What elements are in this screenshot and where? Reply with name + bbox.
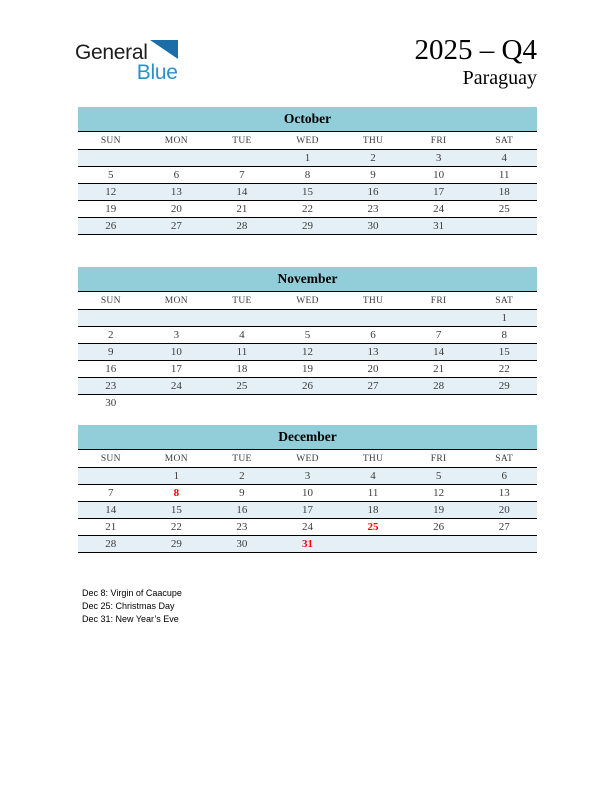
- weekday-header-cells: [78, 292, 537, 310]
- day-cell: 28: [105, 538, 117, 550]
- week-row: [78, 395, 537, 412]
- week-row: [78, 201, 537, 218]
- weekday-header-row: [78, 292, 537, 310]
- day-cell: 20: [498, 504, 510, 516]
- week-row: [78, 310, 537, 327]
- day-cell: 29: [170, 538, 182, 550]
- day-cell: 21: [105, 521, 117, 533]
- week-row: [78, 327, 537, 344]
- day-cell: 19: [433, 504, 445, 516]
- weekday-header: MON: [144, 132, 210, 150]
- week-row: [78, 468, 537, 485]
- day-cell: 25: [498, 203, 510, 215]
- day-cell: 21: [433, 363, 445, 375]
- weekday-header: WED: [275, 450, 341, 468]
- week-row: [78, 150, 537, 167]
- weekday-header: WED: [275, 292, 341, 310]
- month-section-december: [78, 425, 537, 553]
- day-cell: 12: [301, 346, 313, 358]
- logo-text-blue: Blue: [136, 61, 178, 84]
- day-cell: 28: [236, 220, 248, 232]
- week-row: [78, 361, 537, 378]
- day-cell: 8: [173, 487, 180, 499]
- day-cell: 14: [105, 504, 117, 516]
- empty-day-cell: [144, 310, 210, 327]
- weekday-header: SAT: [471, 132, 537, 150]
- holiday-note: Dec 31: New Year’s Eve: [82, 614, 179, 624]
- weekday-header-row: [78, 132, 537, 150]
- empty-day-cell: [275, 395, 341, 412]
- day-cell: 20: [367, 363, 379, 375]
- month-section-october: [78, 107, 537, 235]
- weekday-header: SAT: [471, 450, 537, 468]
- day-cell: 10: [301, 487, 313, 499]
- day-cell: 2: [239, 470, 245, 482]
- day-cell: 1: [304, 152, 311, 164]
- empty-day-cell: [471, 536, 537, 553]
- month-body: [78, 310, 537, 412]
- weekday-header: SUN: [78, 450, 144, 468]
- general-blue-logo: [75, 40, 178, 83]
- day-cell: 12: [433, 487, 445, 499]
- month-title: December: [78, 425, 537, 450]
- day-cell: 3: [435, 152, 442, 164]
- empty-day-cell: [144, 395, 210, 412]
- day-cell: 13: [367, 346, 379, 358]
- weekday-header: WED: [275, 132, 341, 150]
- day-cell: 31: [433, 220, 445, 232]
- day-cell: 29: [301, 220, 313, 232]
- day-cell: 14: [433, 346, 445, 358]
- weekday-header-cells: [78, 132, 537, 150]
- day-cell: 26: [105, 220, 117, 232]
- day-cell: 6: [173, 169, 180, 181]
- weekday-header: FRI: [406, 132, 472, 150]
- empty-day-cell: [471, 218, 537, 235]
- weekday-header: MON: [144, 292, 210, 310]
- day-cell: 18: [367, 504, 379, 516]
- day-cell: 22: [301, 203, 313, 215]
- weekday-header-cells: [78, 450, 537, 468]
- months-container: [78, 107, 537, 553]
- empty-day-cell: [340, 310, 406, 327]
- month-grid-november: [78, 292, 537, 411]
- day-cell: 26: [433, 521, 445, 533]
- week-row: [78, 536, 537, 553]
- day-cell: 15: [301, 186, 313, 198]
- day-cell: 13: [498, 487, 510, 499]
- weekday-header: FRI: [406, 292, 472, 310]
- day-cell: 4: [370, 470, 376, 482]
- day-cell: 6: [370, 329, 376, 341]
- weekday-header-row: [78, 450, 537, 468]
- day-cell: 16: [367, 186, 379, 198]
- empty-day-cell: [340, 536, 406, 553]
- week-row: [78, 502, 537, 519]
- week-row: [78, 519, 537, 536]
- day-cell: 19: [105, 203, 117, 215]
- weekday-header: TUE: [209, 132, 275, 150]
- week-row: [78, 167, 537, 184]
- day-cell: 9: [108, 346, 114, 358]
- day-cell: 2: [108, 329, 114, 341]
- week-row: [78, 485, 537, 502]
- title-block: [415, 34, 537, 90]
- day-cell: 24: [301, 521, 313, 533]
- day-cell: 11: [367, 487, 379, 499]
- week-row: [78, 184, 537, 201]
- day-cell: 18: [498, 186, 510, 198]
- day-cell: 2: [370, 152, 376, 164]
- day-cell: 17: [433, 186, 445, 198]
- day-cell: 25: [236, 380, 248, 392]
- empty-day-cell: [209, 310, 275, 327]
- day-cell: 8: [501, 329, 507, 341]
- page-subtitle: Paraguay: [462, 67, 537, 89]
- day-cell: 16: [105, 363, 117, 375]
- month-body: [78, 150, 537, 235]
- empty-day-cell: [471, 395, 537, 412]
- empty-day-cell: [275, 310, 341, 327]
- month-grid-october: [78, 132, 537, 235]
- day-cell: 13: [170, 186, 182, 198]
- day-cell: 21: [236, 203, 248, 215]
- weekday-header: TUE: [209, 450, 275, 468]
- week-row: [78, 378, 537, 395]
- day-cell: 9: [370, 169, 376, 181]
- day-cell: 11: [498, 169, 510, 181]
- day-cell: 15: [170, 504, 182, 516]
- day-cell: 7: [435, 329, 442, 341]
- day-cell: 27: [367, 380, 379, 392]
- day-cell: 18: [236, 363, 248, 375]
- day-cell: 17: [170, 363, 182, 375]
- day-cell: 5: [304, 329, 311, 341]
- day-cell: 22: [498, 363, 510, 375]
- day-cell: 17: [301, 504, 313, 516]
- day-cell: 7: [108, 487, 114, 499]
- day-cell: 10: [433, 169, 445, 181]
- month-grid-december: [78, 450, 537, 553]
- day-cell: 8: [304, 169, 311, 181]
- day-cell: 23: [236, 521, 248, 533]
- day-cell: 23: [367, 203, 379, 215]
- month-title: November: [78, 267, 537, 292]
- day-cell: 27: [498, 521, 510, 533]
- page-title: 2025 – Q4: [414, 34, 537, 66]
- day-cell: 14: [236, 186, 248, 198]
- empty-day-cell: [406, 395, 472, 412]
- weekday-header: THU: [340, 132, 406, 150]
- month-section-november: [78, 267, 537, 411]
- day-cell: 10: [170, 346, 182, 358]
- day-cell: 5: [108, 169, 114, 181]
- weekday-header: THU: [340, 450, 406, 468]
- month-body: [78, 468, 537, 553]
- week-row: [78, 344, 537, 361]
- month-title: October: [78, 107, 537, 132]
- day-cell: 30: [236, 538, 248, 550]
- empty-day-cell: [78, 468, 144, 485]
- holiday-note: Dec 25: Christmas Day: [82, 601, 175, 611]
- day-cell: 3: [304, 470, 311, 482]
- day-cell: 23: [105, 380, 117, 392]
- empty-day-cell: [340, 395, 406, 412]
- weekday-header: MON: [144, 450, 210, 468]
- day-cell: 31: [301, 538, 313, 550]
- day-cell: 3: [173, 329, 180, 341]
- day-cell: 29: [498, 380, 510, 392]
- day-cell: 26: [301, 380, 313, 392]
- day-cell: 4: [501, 152, 507, 164]
- weekday-header: SUN: [78, 132, 144, 150]
- weekday-header: FRI: [406, 450, 472, 468]
- empty-day-cell: [406, 310, 472, 327]
- empty-day-cell: [406, 536, 472, 553]
- day-cell: 20: [170, 203, 182, 215]
- logo-text-general: General: [75, 41, 148, 64]
- weekday-header: TUE: [209, 292, 275, 310]
- page-header: [0, 0, 612, 94]
- day-cell: 19: [301, 363, 313, 375]
- day-cell: 7: [239, 169, 245, 181]
- day-cell: 28: [433, 380, 445, 392]
- day-cell: 4: [239, 329, 245, 341]
- day-cell: 1: [173, 470, 180, 482]
- day-cell: 6: [501, 470, 507, 482]
- holiday-notes: [82, 587, 612, 626]
- day-cell: 25: [367, 521, 379, 533]
- weekday-header: SUN: [78, 292, 144, 310]
- day-cell: 30: [105, 397, 117, 409]
- empty-day-cell: [78, 150, 144, 167]
- weekday-header: SAT: [471, 292, 537, 310]
- holiday-note: Dec 8: Virgin of Caacupe: [82, 588, 182, 598]
- day-cell: 27: [170, 220, 182, 232]
- day-cell: 24: [433, 203, 445, 215]
- empty-day-cell: [209, 150, 275, 167]
- day-cell: 30: [367, 220, 379, 232]
- day-cell: 22: [170, 521, 182, 533]
- day-cell: 16: [236, 504, 248, 516]
- day-cell: 12: [105, 186, 117, 198]
- day-cell: 9: [239, 487, 245, 499]
- empty-day-cell: [209, 395, 275, 412]
- day-cell: 11: [236, 346, 248, 358]
- weekday-header: THU: [340, 292, 406, 310]
- week-row: [78, 218, 537, 235]
- empty-day-cell: [78, 310, 144, 327]
- day-cell: 15: [498, 346, 510, 358]
- day-cell: 1: [501, 312, 507, 324]
- day-cell: 5: [435, 470, 442, 482]
- day-cell: 24: [170, 380, 182, 392]
- empty-day-cell: [144, 150, 210, 167]
